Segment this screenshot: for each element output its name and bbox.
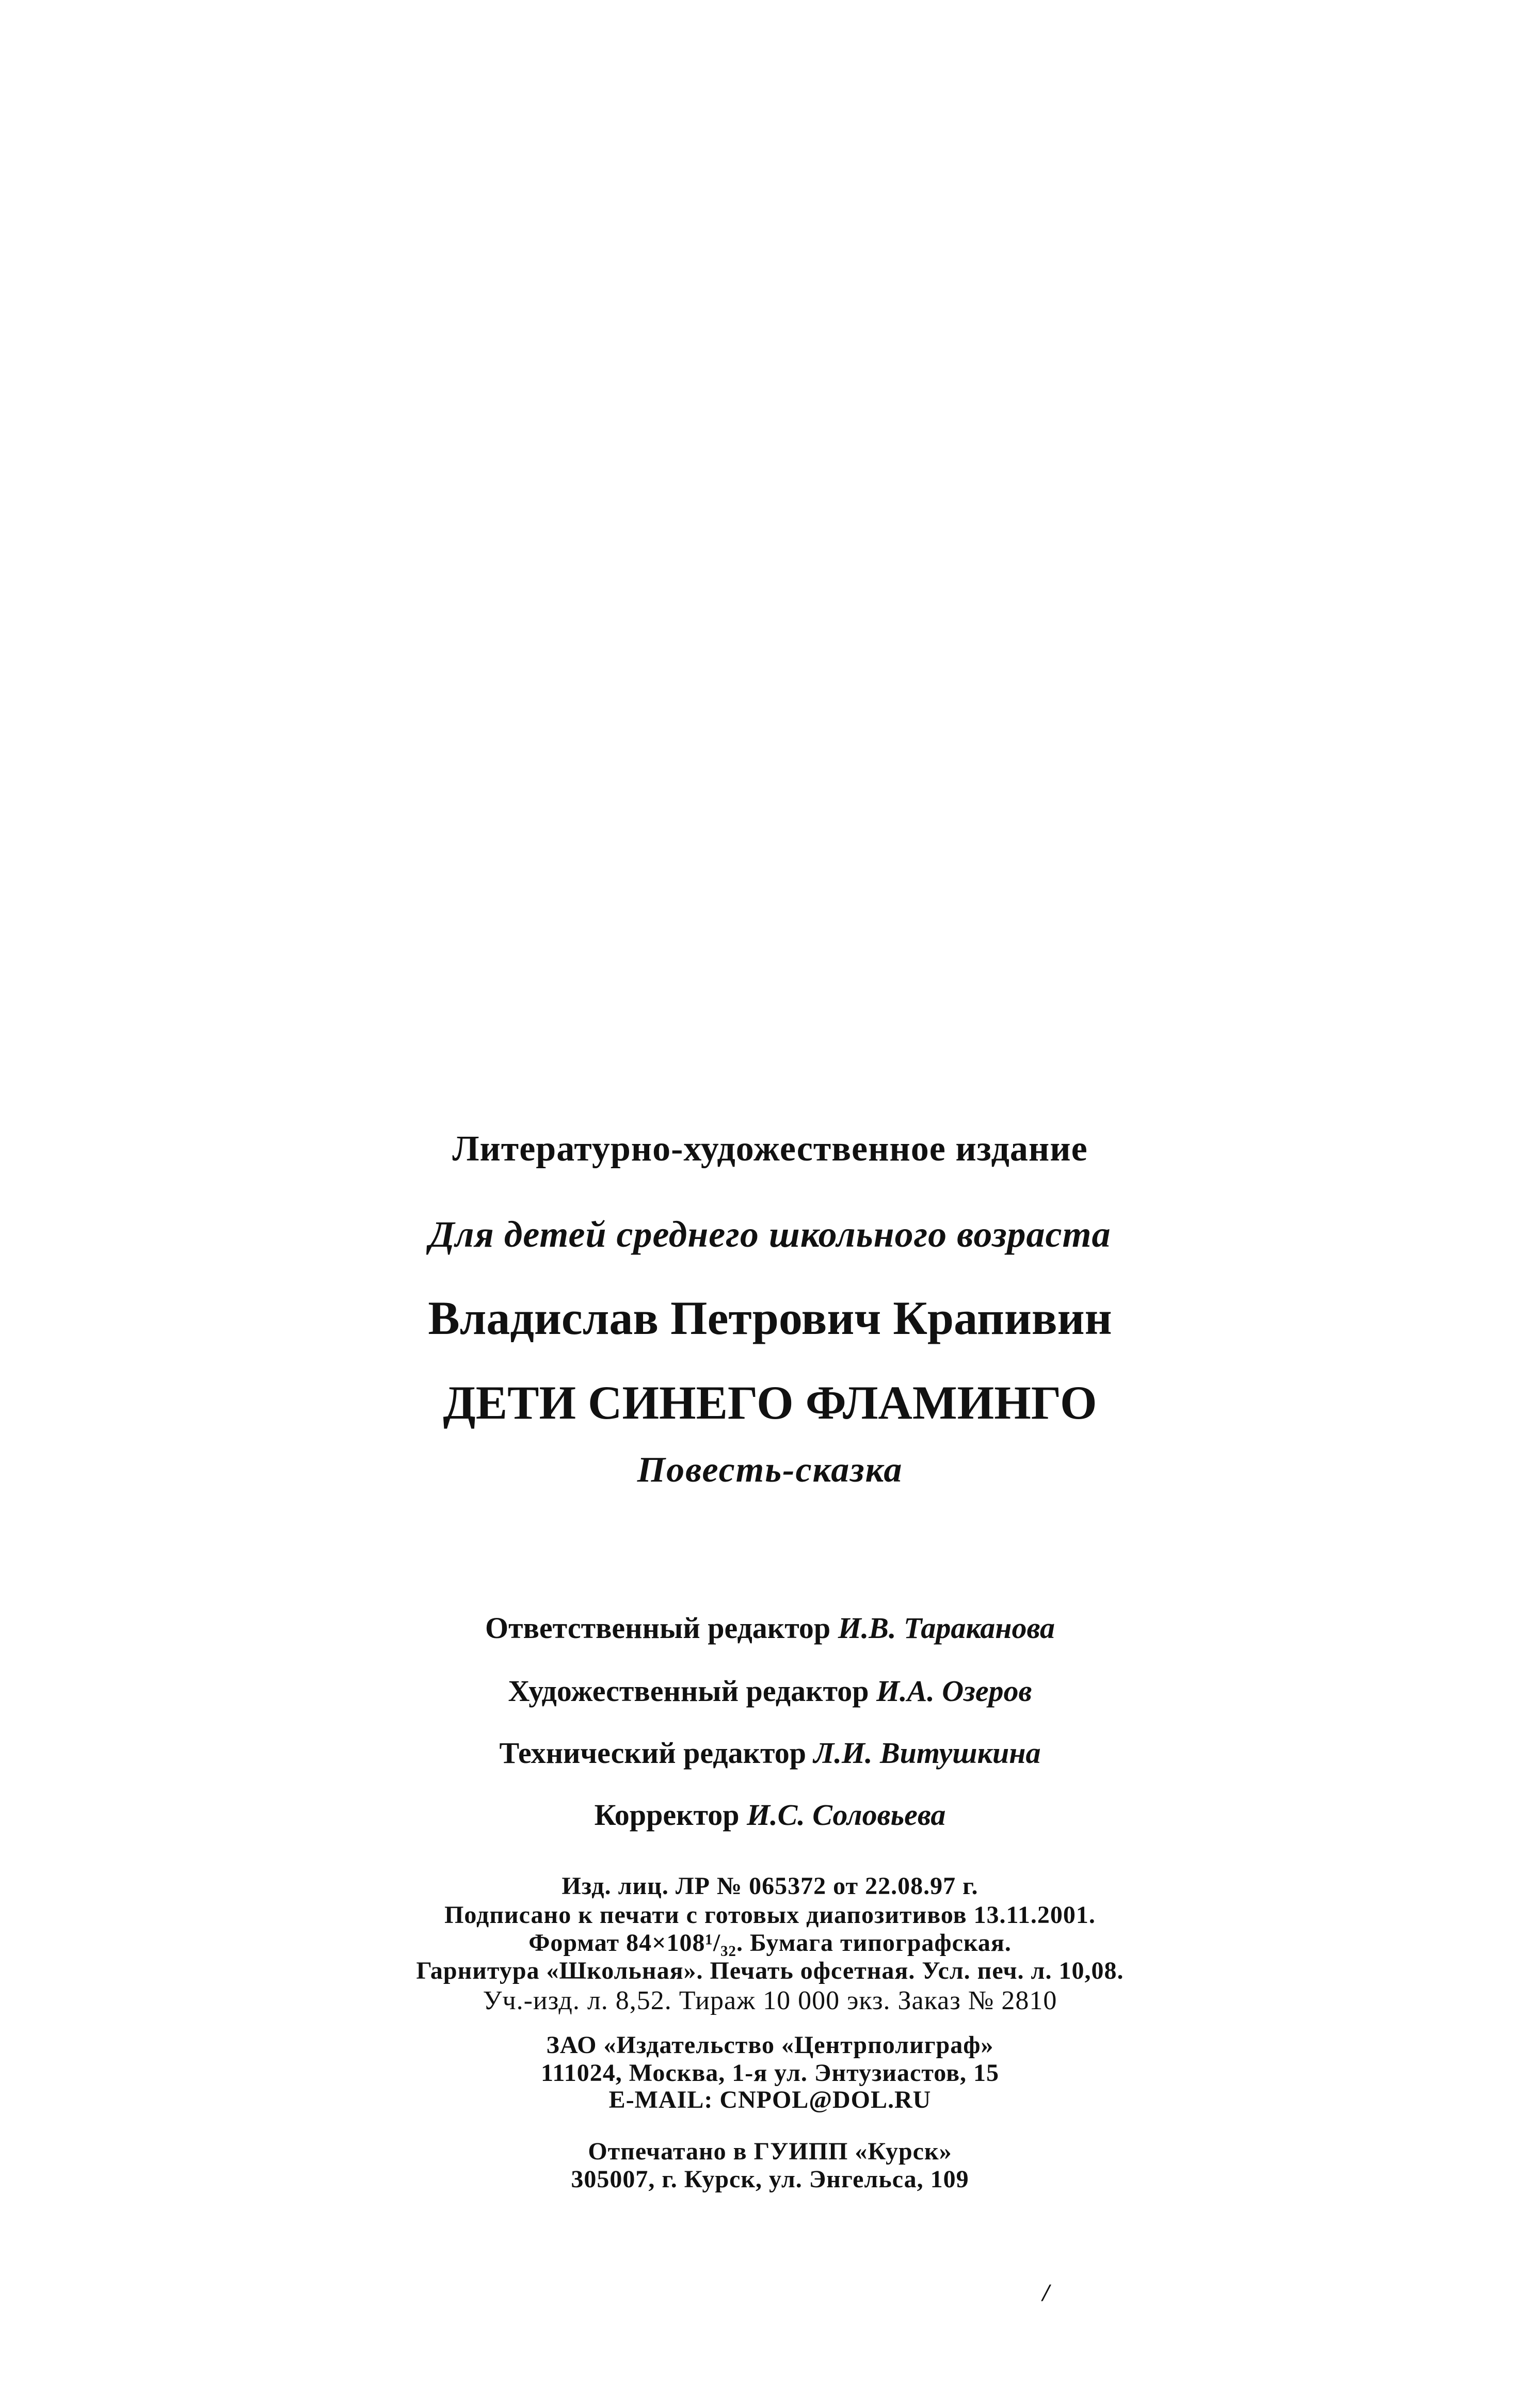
printer-name: Отпечатано в ГУИПП «Курск»	[588, 2138, 952, 2165]
book-title: ДЕТИ СИНЕГО ФЛАМИНГО	[443, 1376, 1097, 1429]
credit-person: Л.И. Витушкина	[813, 1736, 1041, 1770]
author-name: Владислав Петрович Крапивин	[428, 1292, 1112, 1344]
printer-address: 305007, г. Курск, ул. Энгельса, 109	[571, 2166, 969, 2193]
page-mark: /	[1042, 2279, 1050, 2307]
credit-role: Технический редактор	[499, 1736, 807, 1770]
credit-role: Ответственный редактор	[485, 1611, 831, 1645]
credit-art-editor	[0, 1674, 1540, 1708]
imprint-signed: Подписано к печати с готовых диапозитивов 13.11.2001.	[444, 1901, 1096, 1929]
credit-person: И.А. Озеров	[876, 1674, 1032, 1708]
publisher-name: ЗАО «Издательство «Центрполиграф»	[546, 2031, 994, 2059]
edition-type: Литературно-художественное издание	[452, 1129, 1088, 1169]
publisher-address: 111024, Москва, 1-я ул. Энтузиастов, 15	[540, 2059, 1000, 2087]
credit-person: И.С. Соловьева	[746, 1798, 946, 1832]
credit-proofreader	[0, 1798, 1540, 1832]
imprint-license: Изд. лиц. ЛР № 065372 от 22.08.97 г.	[562, 1872, 978, 1900]
imprint-print-run: Уч.-изд. л. 8,52. Тираж 10 000 экз. Заказ № 2810	[483, 1986, 1057, 2015]
credit-responsible-editor	[0, 1611, 1540, 1645]
audience-note: Для детей среднего школьного возраста	[429, 1214, 1111, 1255]
credit-person: И.В. Тараканова	[838, 1611, 1055, 1645]
credit-role: Художественный редактор	[508, 1674, 869, 1708]
imprint-format: Формат 84×108¹/₃₂. Бумага типографская.	[528, 1929, 1012, 1957]
credit-role: Корректор	[594, 1798, 740, 1832]
book-genre: Повесть-сказка	[637, 1450, 903, 1490]
publisher-email: E-MAIL: CNPOL@DOL.RU	[608, 2086, 932, 2113]
credit-technical-editor	[0, 1736, 1540, 1770]
imprint-typeface: Гарнитура «Школьная». Печать офсетная. Усл. печ. л. 10,08.	[416, 1957, 1124, 1984]
